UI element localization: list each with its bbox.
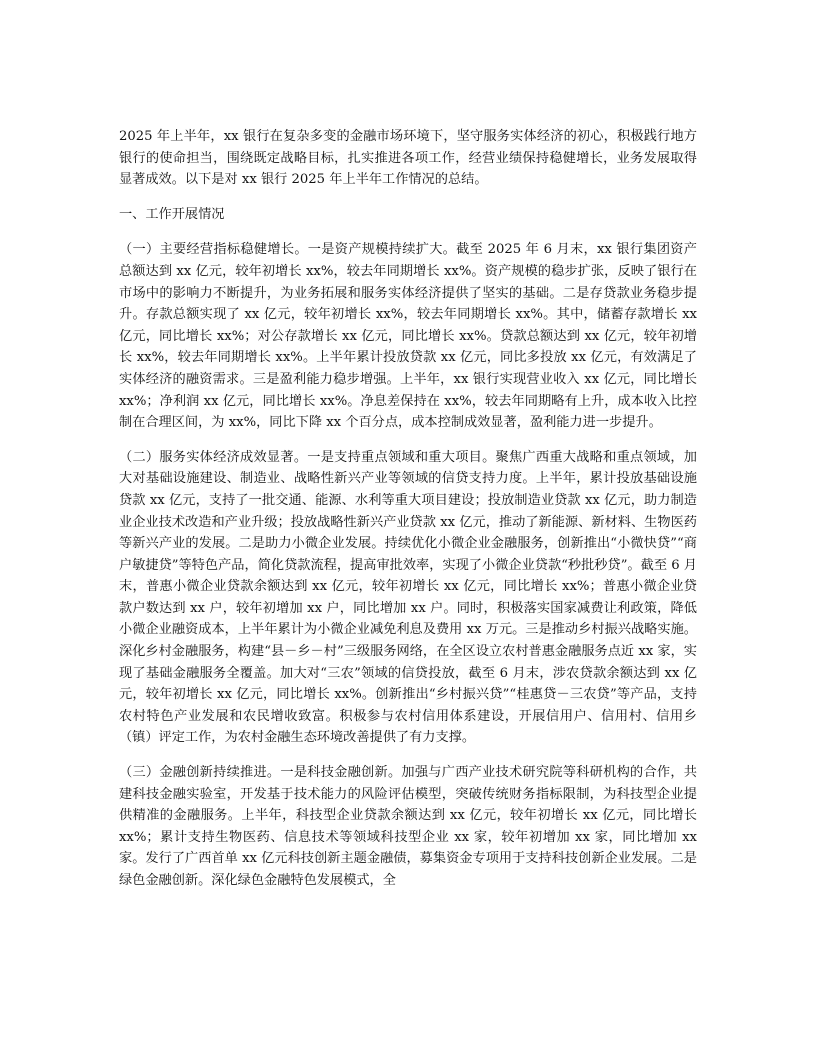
section-1-paragraph: （一）主要经营指标稳健增长。一是资产规模持续扩大。截至 2025 年 6 月末，xx 银行集团资产总额达到 xx 亿元，较年初增长 xx%，较去年同期增长 xx%。资产规模的稳步扩张，反映了银行在市场中的影响力不断提升，为业务拓展和服务实体经济提供了坚实的基础。二是存贷款业务稳步提升。存款总额实现了 xx 亿元，较年初增长 xx%，较去年同期增长 xx%。其中，储蓄存款增长 xx 亿元，同比增长 xx%；对公存款增长 xx 亿元，同比增长 xx%。贷款总额达到 xx 亿元，较年初增长 xx%，较去年同期增长 xx%。上半年累计投放贷款 xx 亿元，同比多投放 xx 亿元，有效满足了实体经济的融资需求。三是盈利能力稳步增强。上半年，xx 银行实现营业收入 xx 亿元，同比增长 xx%；净利润 xx 亿元，同比增长 xx%。净息差保持在 xx%，较去年同期略有上升，成本收入比控制在合理区间，为 xx%，同比下降 xx 个百分点，成本控制成效显著，盈利能力进一步提升。 [119,242,697,431]
section-heading: 一、工作开展情况 [119,206,225,222]
document-body [119,126,697,905]
section-2-paragraph: （二）服务实体经济成效显著。一是支持重点领域和重大项目。聚焦广西重大战略和重点领域，加大对基础设施建设、制造业、战略性新兴产业等领域的信贷支持力度。上半年，累计投放基础设施贷款 xx 亿元，支持了一批交通、能源、水利等重大项目建设；投放制造业贷款 xx 亿元，助力制造业企业技术改造和产业升级；投放战略性新兴产业贷款 xx 亿元，推动了新能源、新材料、生物医药等新兴产业的发展。二是助力小微企业发展。持续优化小微企业金融服务，创新推出“小微快贷”“商户敏捷贷”等特色产品，简化贷款流程，提高审批效率，实现了小微企业贷款“秒批秒贷”。截至 6 月末，普惠小微企业贷款余额达到 xx 亿元，较年初增长 xx 亿元，同比增长 xx%；普惠小微企业贷款户数达到 xx 户，较年初增加 xx 户，同比增加 xx 户。同时，积极落实国家减费让利政策，降低小微企业融资成本，上半年累计为小微企业减免利息及费用 xx 万元。三是推动乡村振兴战略实施。深化乡村金融服务，构建“县－乡－村”三级服务网络，在全区设立农村普惠金融服务点近 xx 家，实现了基础金融服务全覆盖。加大对“三农”领域的信贷投放，截至 6 月末，涉农贷款余额达到 xx 亿元，较年初增长 xx 亿元，同比增长 xx%。创新推出“乡村振兴贷”“桂惠贷－三农贷”等产品，支持农村特色产业发展和农民增收致富。积极参与农村信用体系建设，开展信用户、信用村、信用乡（镇）评定工作，为农村金融生态环境改善提供了有力支撑。 [119,449,697,746]
section-3-paragraph: （三）金融创新持续推进。一是科技金融创新。加强与广西产业技术研究院等科研机构的合作，共建科技金融实验室，开发基于技术能力的风险评估模型，突破传统财务指标限制，为科技型企业提供精准的金融服务。上半年，科技型企业贷款余额达到 xx 亿元，较年初增长 xx 亿元，同比增长 xx%；累计支持生物医药、信息技术等领域科技型企业 xx 家，较年初增加 xx 家，同比增加 xx 家。发行了广西首单 xx 亿元科技创新主题金融债，募集资金专项用于支持科技创新企业发展。二是绿色金融创新。深化绿色金融特色发展模式，全 [119,765,697,888]
intro-paragraph: 2025 年上半年，xx 银行在复杂多变的金融市场环境下，坚守服务实体经济的初心，积极践行地方银行的使命担当，围绕既定战略目标，扎实推进各项工作，经营业绩保持稳健增长，业务发展取得显著成效。以下是对 xx 银行 2025 年上半年工作情况的总结。 [119,129,697,188]
